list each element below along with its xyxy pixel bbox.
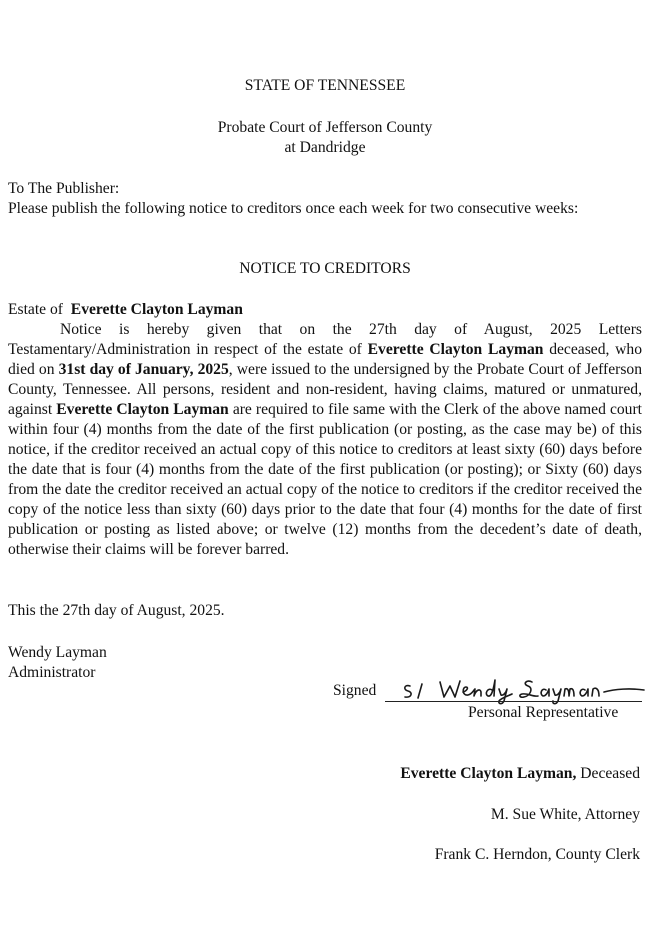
decedent-name-2: Everette Clayton Layman — [56, 401, 229, 418]
deceased-line — [400, 764, 640, 784]
estate-line — [8, 300, 642, 320]
signed-label: Signed — [333, 682, 377, 699]
notice-body — [8, 320, 642, 560]
dated-line: This the 27th day of August, 2025. — [8, 602, 225, 619]
footer-deceased-label: Deceased — [576, 765, 640, 782]
notice-body-part-3: , were issued to the undersigned by the Probate Court of Jefferson County, Tennessee. All persons, resident and non-resident, having claims, matured or unmatured, against — [8, 361, 642, 418]
notice-body-part-2: deceased, who died on — [8, 341, 642, 378]
state-heading: STATE OF TENNESSEE — [244, 77, 406, 94]
attorney-line: M. Sue White, Attorney — [490, 806, 640, 823]
personal-representative-label: Personal Representative — [468, 704, 619, 721]
publisher-request: Please publish the following notice to creditors once each week for two consecutive weeks: — [8, 200, 579, 217]
notice-title: NOTICE TO CREDITORS — [239, 260, 411, 277]
administrator-title: Administrator — [8, 664, 96, 681]
footer-decedent-name: Everette Clayton Layman, — [400, 765, 577, 782]
notice-body-part-4: are required to file same with the Clerk of the above named court within four (4) months from the date of the first publication (or posting, as the case may be) of this notice, if the creditor received an actual copy of this notice to creditors at least sixty (60) days before the date that is four (4) months from the date of the first publication (or posting); or Sixty (60) days from the date the creditor received an actual copy of the notice to creditors if the creditor received the copy of the notice less than sixty (60) days prior to the date that four (4) months for the date of first publication or posting as listed above; or twelve (12) months from the decedent’s date of death, otherwise their claims will be forever barred. — [8, 401, 643, 558]
death-date: 31st day of January, 2025 — [58, 361, 229, 378]
publisher-greeting: To The Publisher: — [8, 180, 120, 197]
decedent-name-1: Everette Clayton Layman — [367, 341, 544, 358]
estate-prefix: Estate of — [8, 301, 63, 318]
court-location: at Dandridge — [284, 139, 366, 156]
notice-body-part-1: Notice is hereby given that on the 27th day of August, 2025 Letters Testamentary/Administration in respect of the estate of — [8, 321, 642, 358]
administrator-name: Wendy Layman — [8, 644, 107, 661]
estate-decedent-name: Everette Clayton Layman — [70, 301, 243, 318]
signature-line — [385, 701, 642, 702]
court-name: Probate Court of Jefferson County — [217, 119, 433, 136]
clerk-line: Frank C. Herndon, County Clerk — [434, 846, 640, 863]
